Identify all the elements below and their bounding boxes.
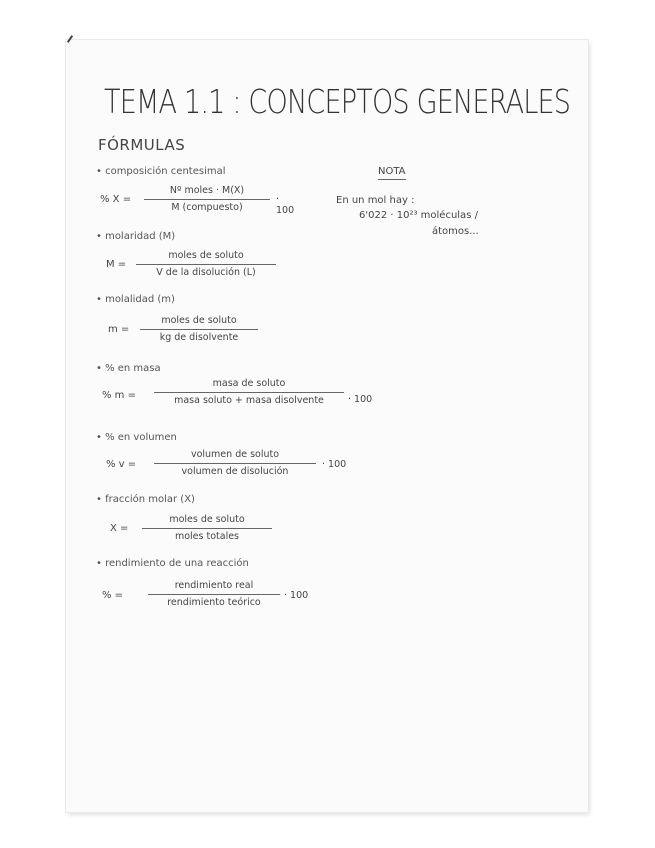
multiplier: · 100 [276, 194, 295, 216]
formula-label-porcentaje-masa: • % en masa [96, 363, 161, 374]
denominator: kg de disolvente [159, 332, 239, 343]
numerator: Nº moles · M(X) [169, 185, 245, 196]
fraction-bar [154, 463, 316, 464]
fraction [144, 185, 270, 214]
multiplier: · 100 [322, 459, 347, 470]
formula-lhs: % = [102, 590, 124, 601]
formula-label-porcentaje-volumen: • % en volumen [96, 432, 177, 443]
fraction [148, 580, 280, 609]
formula-lhs: X = [110, 523, 129, 534]
multiplier: · 100 [348, 394, 373, 405]
formula-rendimiento [102, 580, 332, 614]
formula-porcentaje-volumen [106, 449, 366, 485]
formula-porcentaje-masa [102, 378, 392, 416]
formula-lhs: % v = [106, 459, 137, 470]
formula-lhs: % X = [100, 194, 132, 205]
fraction-bar [142, 528, 272, 529]
section-heading: FÓRMULAS [98, 136, 186, 154]
denominator: rendimiento teórico [167, 597, 261, 608]
page-title: TEMA 1.1 : CONCEPTOS GENERALES [104, 82, 571, 121]
formula-label-rendimiento: • rendimiento de una reacción [96, 558, 249, 569]
paper-sheet [66, 40, 588, 812]
fraction [136, 250, 276, 279]
formula-fraccion-molar [110, 514, 310, 548]
numerator: moles de soluto [161, 315, 237, 326]
formula-label-fraccion-molar: • fracción molar (X) [96, 494, 195, 505]
nota-line: 6'022 · 10²³ moléculas / [359, 210, 478, 221]
nota-line: átomos... [432, 226, 479, 237]
numerator: moles de soluto [169, 514, 245, 525]
numerator: moles de soluto [168, 250, 244, 261]
fraction [154, 449, 316, 478]
formula-label-molaridad: • molaridad (M) [96, 231, 176, 242]
denominator: masa soluto + masa disolvente [174, 395, 324, 406]
fraction-bar [136, 264, 276, 265]
formula-molaridad [106, 250, 306, 284]
fraction [142, 514, 272, 543]
fraction-bar [154, 392, 344, 393]
numerator: masa de soluto [212, 378, 286, 389]
formula-molalidad [108, 315, 308, 349]
fraction-bar [144, 199, 270, 200]
formula-label-molalidad: • molalidad (m) [96, 294, 175, 305]
fraction [154, 378, 344, 407]
fraction-bar [148, 594, 280, 595]
formula-composicion [100, 185, 300, 219]
nota-title: NOTA [378, 166, 406, 180]
denominator: volumen de disolución [181, 466, 289, 477]
multiplier: · 100 [284, 590, 309, 601]
formula-lhs: m = [108, 324, 130, 335]
formula-lhs: M = [106, 259, 127, 270]
fraction-bar [140, 329, 258, 330]
denominator: moles totales [174, 531, 240, 542]
formula-label-composicion: • composición centesimal [96, 166, 226, 177]
denominator: M (compuesto) [171, 202, 243, 213]
numerator: volumen de soluto [190, 449, 280, 460]
denominator: V de la disolución (L) [156, 267, 256, 278]
formula-lhs: % m = [102, 390, 136, 401]
nota-line: En un mol hay : [336, 195, 415, 206]
numerator: rendimiento real [174, 580, 254, 591]
fraction [140, 315, 258, 344]
